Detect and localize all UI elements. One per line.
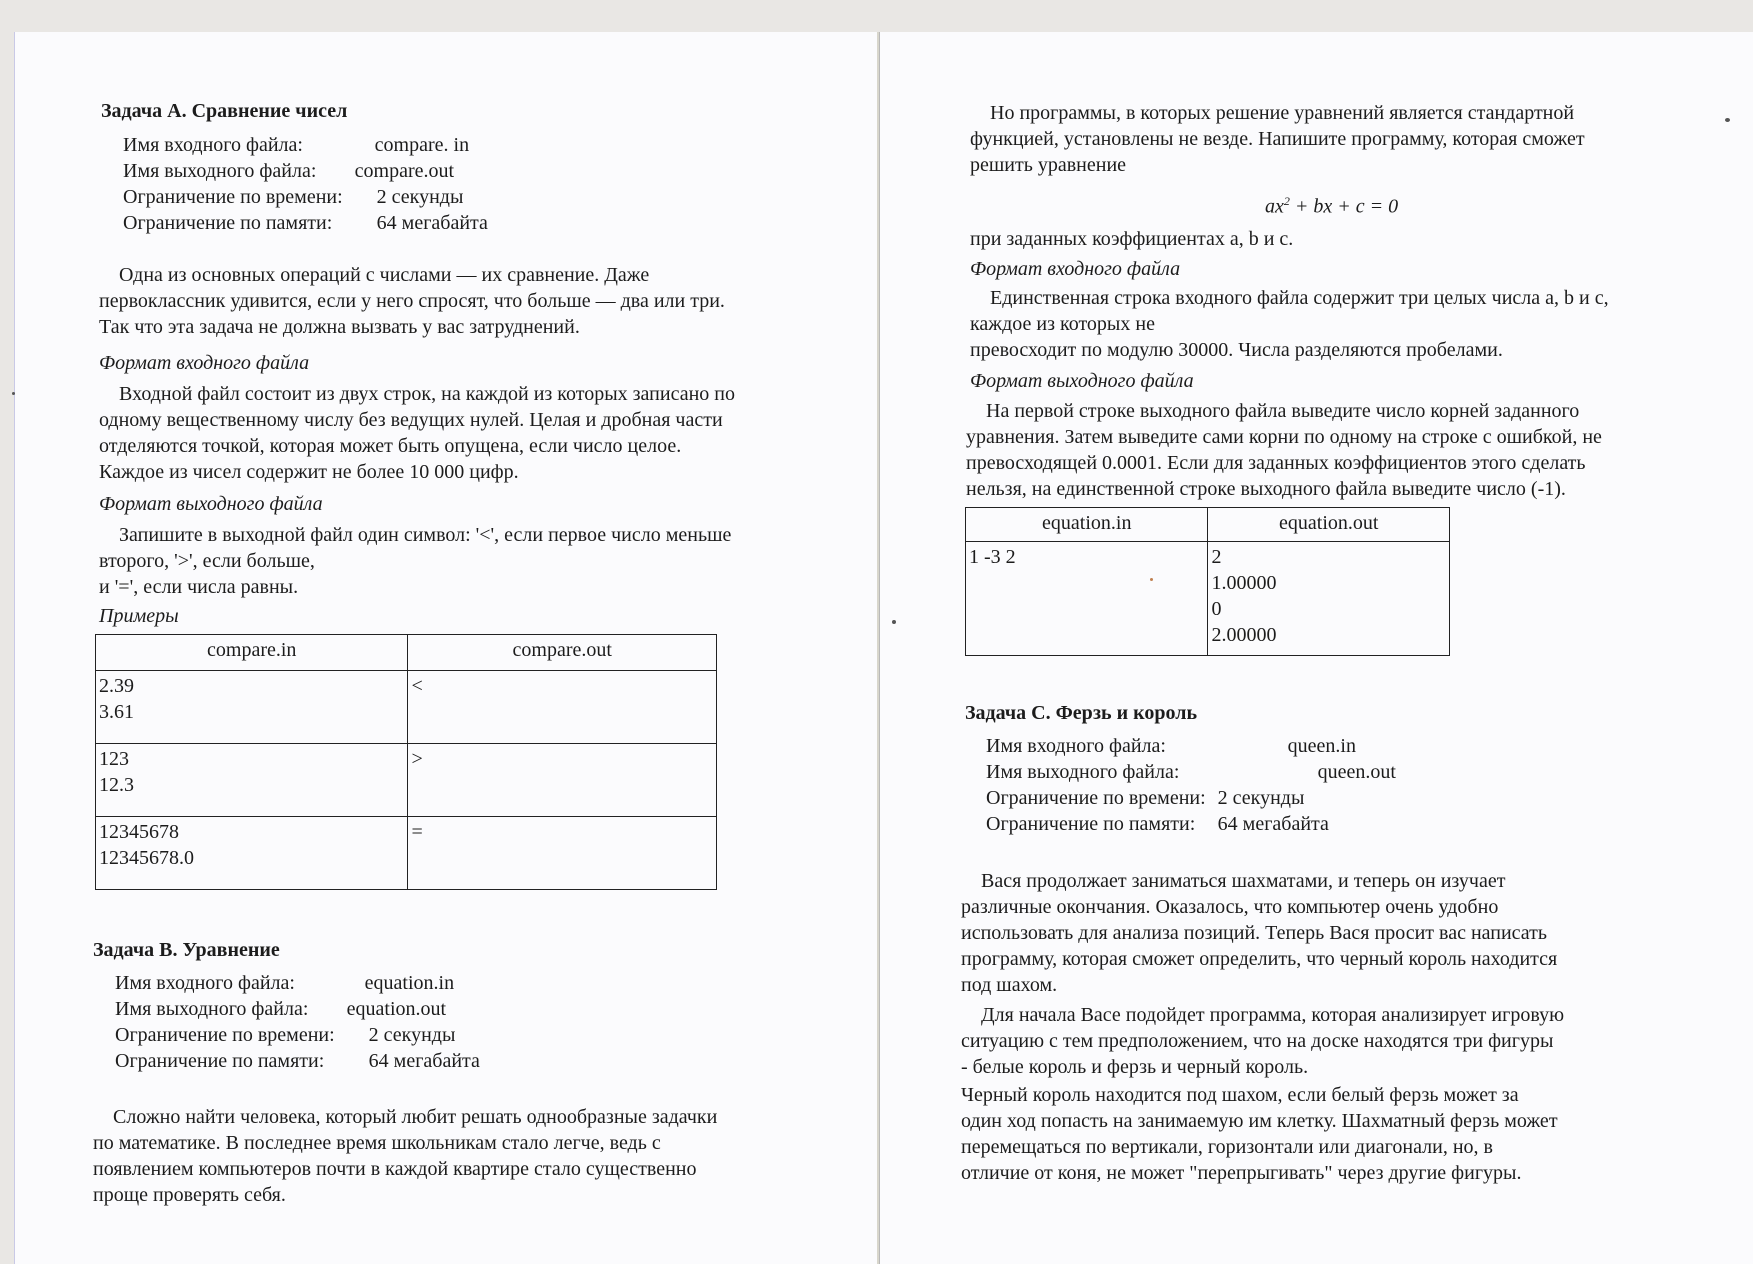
task-a-examples-heading <box>99 603 179 629</box>
info-row <box>986 733 1396 759</box>
info-row <box>986 785 1396 811</box>
text-line: программу, которая сможет определить, что черный король находится <box>961 948 1558 970</box>
example-input-line: 3.61 <box>99 701 134 723</box>
text-line: Единственная строка входного файла содержит три целых числа a, b и c, <box>990 287 1609 309</box>
info-value: queen.in <box>1287 735 1356 757</box>
task-c-statement <box>961 868 1557 998</box>
text-line: появлением компьютеров почти в каждой квартире стало существенно <box>93 1158 697 1180</box>
input-heading-text: Формат входного файла <box>99 352 310 374</box>
task-a-input-text <box>99 381 735 485</box>
text-line: Для начала Васе подойдет программа, которая анализирует игровую <box>981 1004 1565 1026</box>
example-output-cell: > <box>408 744 717 817</box>
info-value: 2 секунды <box>1217 787 1305 809</box>
text-line: уравнения. Затем выведите сами корни по одному на строке с ошибкой, не <box>966 426 1602 448</box>
text-line: превосходящей 0.0001. Если для заданных коэффициентов этого сделать <box>966 452 1586 474</box>
example-input-line: 2.39 <box>99 675 134 697</box>
text-line: первоклассник удивится, если у него спросят, что больше — два или три. <box>99 290 725 312</box>
info-label: Имя входного файла: <box>115 972 295 994</box>
info-row <box>115 1022 480 1048</box>
text-line: превосходит по модулю 30000. Числа разделяются пробелами. <box>970 339 1503 361</box>
table-row <box>96 817 717 890</box>
info-label: Имя выходного файла: <box>986 761 1180 783</box>
text-line: отделяются точкой, которая может быть опущена, если число целое. <box>99 435 682 457</box>
task-b-input-text <box>970 285 1609 363</box>
task-a-title <box>101 98 347 124</box>
info-row <box>986 759 1396 785</box>
example-input-cell <box>96 817 408 890</box>
text-line: Вася продолжает заниматься шахматами, и теперь он изучает <box>981 870 1506 892</box>
example-output-cell <box>1208 542 1450 656</box>
text-line: один ход попасть на занимаемую им клетку. Шахматный ферзь может <box>961 1110 1558 1132</box>
task-c-title-text: Задача C. Ферзь и король <box>965 702 1198 724</box>
text-line: по математике. В последнее время школьникам стало легче, ведь с <box>93 1132 661 1154</box>
text-line: ситуацию с тем предположением, что на доске находятся три фигуры <box>961 1030 1554 1052</box>
info-label: Имя выходного файла: <box>123 160 317 182</box>
text-line: Так что эта задача не должна вызвать у вас затруднений. <box>99 316 580 338</box>
task-b-output-text <box>966 398 1602 502</box>
quadratic-equation <box>1265 188 1399 218</box>
equation-exponent: 2 <box>1283 194 1290 208</box>
info-value: compare. in <box>374 134 470 156</box>
text-line: Одна из основных операций с числами — их сравнение. Даже <box>119 264 650 286</box>
page-gutter <box>877 32 879 1264</box>
output-heading-text: Формат выходного файла <box>99 493 323 515</box>
info-value: 64 мегабайта <box>376 212 488 234</box>
task-b-statement <box>93 1104 717 1208</box>
text-line: различные окончания. Оказалось, что компьютер очень удобно <box>961 896 1499 918</box>
task-a-statement <box>99 262 725 340</box>
text-line: каждое из которых не <box>970 313 1155 335</box>
info-value: equation.in <box>364 972 455 994</box>
example-input-cell <box>96 671 408 744</box>
equation-examples-table <box>965 507 1450 656</box>
task-a-output-text <box>99 522 731 600</box>
example-output-cell: < <box>408 671 717 744</box>
text-line: решить уравнение <box>970 154 1127 176</box>
task-c-statement-3 <box>961 1082 1558 1186</box>
task-c-info <box>986 733 1396 837</box>
example-input-line: 123 <box>99 748 129 770</box>
info-label: Ограничение по памяти: <box>986 813 1196 835</box>
example-output-line: 1.00000 <box>1211 572 1277 594</box>
info-value: queen.out <box>1317 761 1396 783</box>
info-value: equation.out <box>346 998 447 1020</box>
text-line: одному вещественному числу без ведущих нулей. Целая и дробная части <box>99 409 723 431</box>
text-line: Каждое из чисел содержит не более 10 000 цифр. <box>99 461 519 483</box>
info-row <box>123 132 488 158</box>
table-header: compare.in <box>96 635 408 671</box>
task-b-input-heading <box>970 256 1180 282</box>
info-row <box>986 811 1396 837</box>
example-input-line: 12345678.0 <box>99 847 194 869</box>
scan-speck <box>12 392 15 395</box>
text-line: перемещаться по вертикали, горизонтали или диагонали, но, в <box>961 1136 1493 1158</box>
task-c-title <box>965 700 1197 726</box>
task-b-info <box>115 970 480 1074</box>
example-input-cell <box>96 744 408 817</box>
example-input-line: 12345678 <box>99 821 179 843</box>
text-line: функцией, установлены не везде. Напишите программу, которая сможет <box>970 128 1585 150</box>
table-header: compare.out <box>408 635 717 671</box>
text-line: - белые король и ферзь и черный король. <box>961 1056 1309 1078</box>
table-header: equation.in <box>966 508 1208 542</box>
task-a-input-heading <box>99 350 309 376</box>
info-row <box>123 210 488 236</box>
info-label: Ограничение по времени: <box>115 1024 335 1046</box>
info-value: compare.out <box>354 160 455 182</box>
task-c-statement-2 <box>961 1002 1564 1080</box>
info-label: Ограничение по памяти: <box>123 212 333 234</box>
example-input-line: 12.3 <box>99 774 134 796</box>
text-line: Входной файл состоит из двух строк, на каждой из которых записано по <box>119 383 735 405</box>
task-a-title-text: Задача A. Сравнение чисел <box>101 100 348 122</box>
info-row <box>123 184 488 210</box>
info-label: Ограничение по времени: <box>986 787 1206 809</box>
text-line: под шахом. <box>961 974 1058 996</box>
example-output-line: 2 <box>1211 546 1222 568</box>
text-line: Черный король находится под шахом, если белый ферзь может за <box>961 1084 1519 1106</box>
text-line: второго, '>', если больше, <box>99 550 315 572</box>
text-line: проще проверять себя. <box>93 1184 286 1206</box>
table-header: equation.out <box>1208 508 1450 542</box>
scan-speck <box>1150 578 1153 581</box>
table-row <box>966 542 1450 656</box>
table-row <box>96 671 717 744</box>
text-line: отличие от коня, не может "перепрыгивать" через другие фигуры. <box>961 1162 1522 1184</box>
task-b-title-text: Задача B. Уравнение <box>93 939 280 961</box>
equation-term: ax <box>1265 195 1284 218</box>
text-line: Сложно найти человека, который любит решать однообразные задачки <box>113 1106 718 1128</box>
scan-speck <box>892 620 896 624</box>
text-line: Запишите в выходной файл один символ: '<', если первое число меньше <box>119 524 732 546</box>
output-heading-text: Формат выходного файла <box>970 370 1194 392</box>
info-label: Ограничение по памяти: <box>115 1050 325 1072</box>
info-value: 2 секунды <box>376 186 464 208</box>
info-label: Ограничение по времени: <box>123 186 343 208</box>
info-label: Имя входного файла: <box>123 134 303 156</box>
info-row <box>115 996 480 1022</box>
text-line: и '=', если числа равны. <box>99 576 299 598</box>
scan-speck <box>1725 118 1730 122</box>
task-a-info <box>123 132 488 236</box>
coefficients-text: при заданных коэффициентах a, b и c. <box>970 228 1294 250</box>
info-row <box>115 970 480 996</box>
examples-heading-text: Примеры <box>99 605 179 627</box>
info-value: 64 мегабайта <box>368 1050 480 1072</box>
equation-rest: + bx + c = 0 <box>1289 195 1399 218</box>
info-row <box>115 1048 480 1074</box>
text-line: нельзя, на единственной строке выходного файла выведите число (-1). <box>966 478 1566 500</box>
info-value: 2 секунды <box>368 1024 456 1046</box>
task-a-output-heading <box>99 491 323 517</box>
table-row <box>96 744 717 817</box>
text-line: использовать для анализа позиций. Теперь Вася просит вас написать <box>961 922 1548 944</box>
example-input-cell: 1 -3 2 <box>966 542 1208 656</box>
task-b-output-heading <box>970 368 1194 394</box>
example-output-line: 0 <box>1211 598 1222 620</box>
task-b-statement-continued <box>970 100 1585 178</box>
info-label: Имя входного файла: <box>986 735 1166 757</box>
example-output-line: 2.00000 <box>1211 624 1277 646</box>
text-line: На первой строке выходного файла выведите число корней заданного <box>986 400 1580 422</box>
compare-examples-table <box>95 634 717 890</box>
info-label: Имя выходного файла: <box>115 998 309 1020</box>
text-line: Но программы, в которых решение уравнений является стандартной <box>990 102 1575 124</box>
example-output-cell: = <box>408 817 717 890</box>
info-value: 64 мегабайта <box>1217 813 1329 835</box>
info-row <box>123 158 488 184</box>
coefficients-line <box>970 226 1293 252</box>
input-heading-text: Формат входного файла <box>970 258 1181 280</box>
task-b-title <box>93 937 280 963</box>
